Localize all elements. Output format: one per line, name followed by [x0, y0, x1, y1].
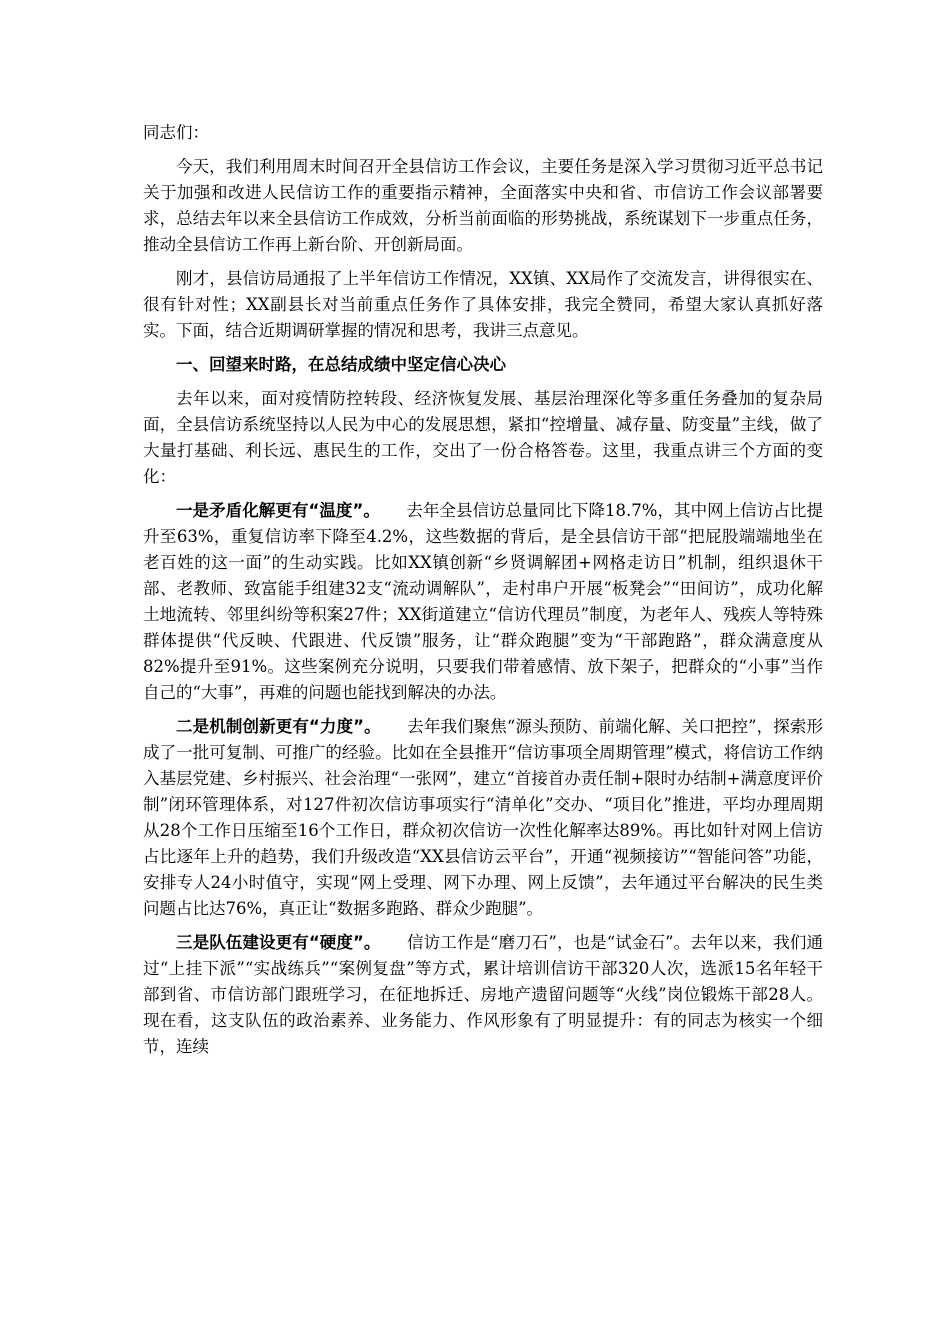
point-2-body: 去年我们聚焦“源头预防、前端化解、关口把控”，探索形成了一批可复制、可推广的经验。比如在全县推开“信访事项全周期管理”模式，将信访工作纳入基层党建、乡村振兴、社会治理“一张网”，建立“首接首办责任制+限时办结制+满意度评价制”闭环管理体系，对127件初次信访事项实行“清单化”交办、“项目化”推进，平均办理周期从28个工作日压缩至16个工作日，群众初次信访一次性化解率达89%。再比如针对网上信访占比逐年上升的趋势，我们升级改造“XX县信访云平台”，开通“视频接访”“智能问答”功能，安排专人24小时值守，实现“网上受理、网下办理、网上反馈”，去年通过平台解决的民生类问题占比达76%，真正让“数据多跑路、群众少跑腿”。 [143, 717, 823, 918]
paragraph-point-3 [143, 930, 823, 1060]
paragraph-point-2 [143, 714, 823, 922]
point-1-body: 去年全县信访总量同比下降18.7%，其中网上信访占比提升至63%，重复信访率下降至4.2%，这些数据的背后，是全县信访干部“把屁股端端地坐在老百姓的这一面”的生动实践。比如XX镇创新“乡贤调解团+网格走访日”机制，组织退休干部、老教师、致富能手组建32支“流动调解队”，走村串户开展“板凳会”“田间访”，成功化解土地流转、邻里纠纷等积案27件；XX街道建立“信访代理员”制度，为老年人、残疾人等特殊群体提供“代反映、代跟进、代反馈”服务，让“群众跑腿”变为“干部跑路”，群众满意度从82%提升至91%。这些案例充分说明，只要我们带着感情、放下架子，把群众的“小事”当作自己的“大事”，再难的问题也能找到解决的办法。 [143, 501, 823, 702]
point-3-body: 信访工作是“磨刀石”，也是“试金石”。去年以来，我们通过“上挂下派”“实战练兵”“案例复盘”等方式，累计培训信访干部320人次，选派15名年轻干部到省、市信访部门跟班学习，在征地拆迁、房地产遗留问题等“火线”岗位锻炼干部28人。现在看，这支队伍的政治素养、业务能力、作风形象有了明显提升：有的同志为核实一个细节，连续 [143, 933, 823, 1056]
point-1-lead: 一是矛盾化解更有“温度”。 [176, 501, 380, 520]
document-body [143, 120, 823, 1068]
greeting: 同志们： [143, 123, 209, 142]
point-3-lead: 三是队伍建设更有“硬度”。 [176, 933, 381, 952]
section-heading-1: 一、回望来时路，在总结成绩中坚定信心决心 [176, 355, 506, 374]
point-2-lead: 二是机制创新更有“力度”。 [176, 717, 381, 736]
paragraph-opening: 今天，我们利用周末时间召开全县信访工作会议，主要任务是深入学习贯彻习近平总书记关于加强和改进人民信访工作的重要指示精神，全面落实中央和省、市信访工作会议部署要求，总结去年以来全县信访工作成效，分析当前面临的形势挑战，系统谋划下一步重点任务，推动全县信访工作再上新台阶、开创新局面。 [143, 157, 823, 254]
paragraph-point-1 [143, 498, 823, 706]
paragraph-review: 去年以来，面对疫情防控转段、经济恢复发展、基层治理深化等多重任务叠加的复杂局面，全县信访系统坚持以人民为中心的发展思想，紧扣“控增量、减存量、防变量”主线，做了大量打基础、利长远、惠民生的工作，交出了一份合格答卷。这里，我重点讲三个方面的变化： [143, 389, 823, 486]
paragraph-remarks: 刚才，县信访局通报了上半年信访工作情况，XX镇、XX局作了交流发言，讲得很实在、很有针对性；XX副县长对当前重点任务作了具体安排，我完全赞同，希望大家认真抓好落实。下面，结合近期调研掌握的情况和思考，我讲三点意见。 [143, 269, 823, 340]
